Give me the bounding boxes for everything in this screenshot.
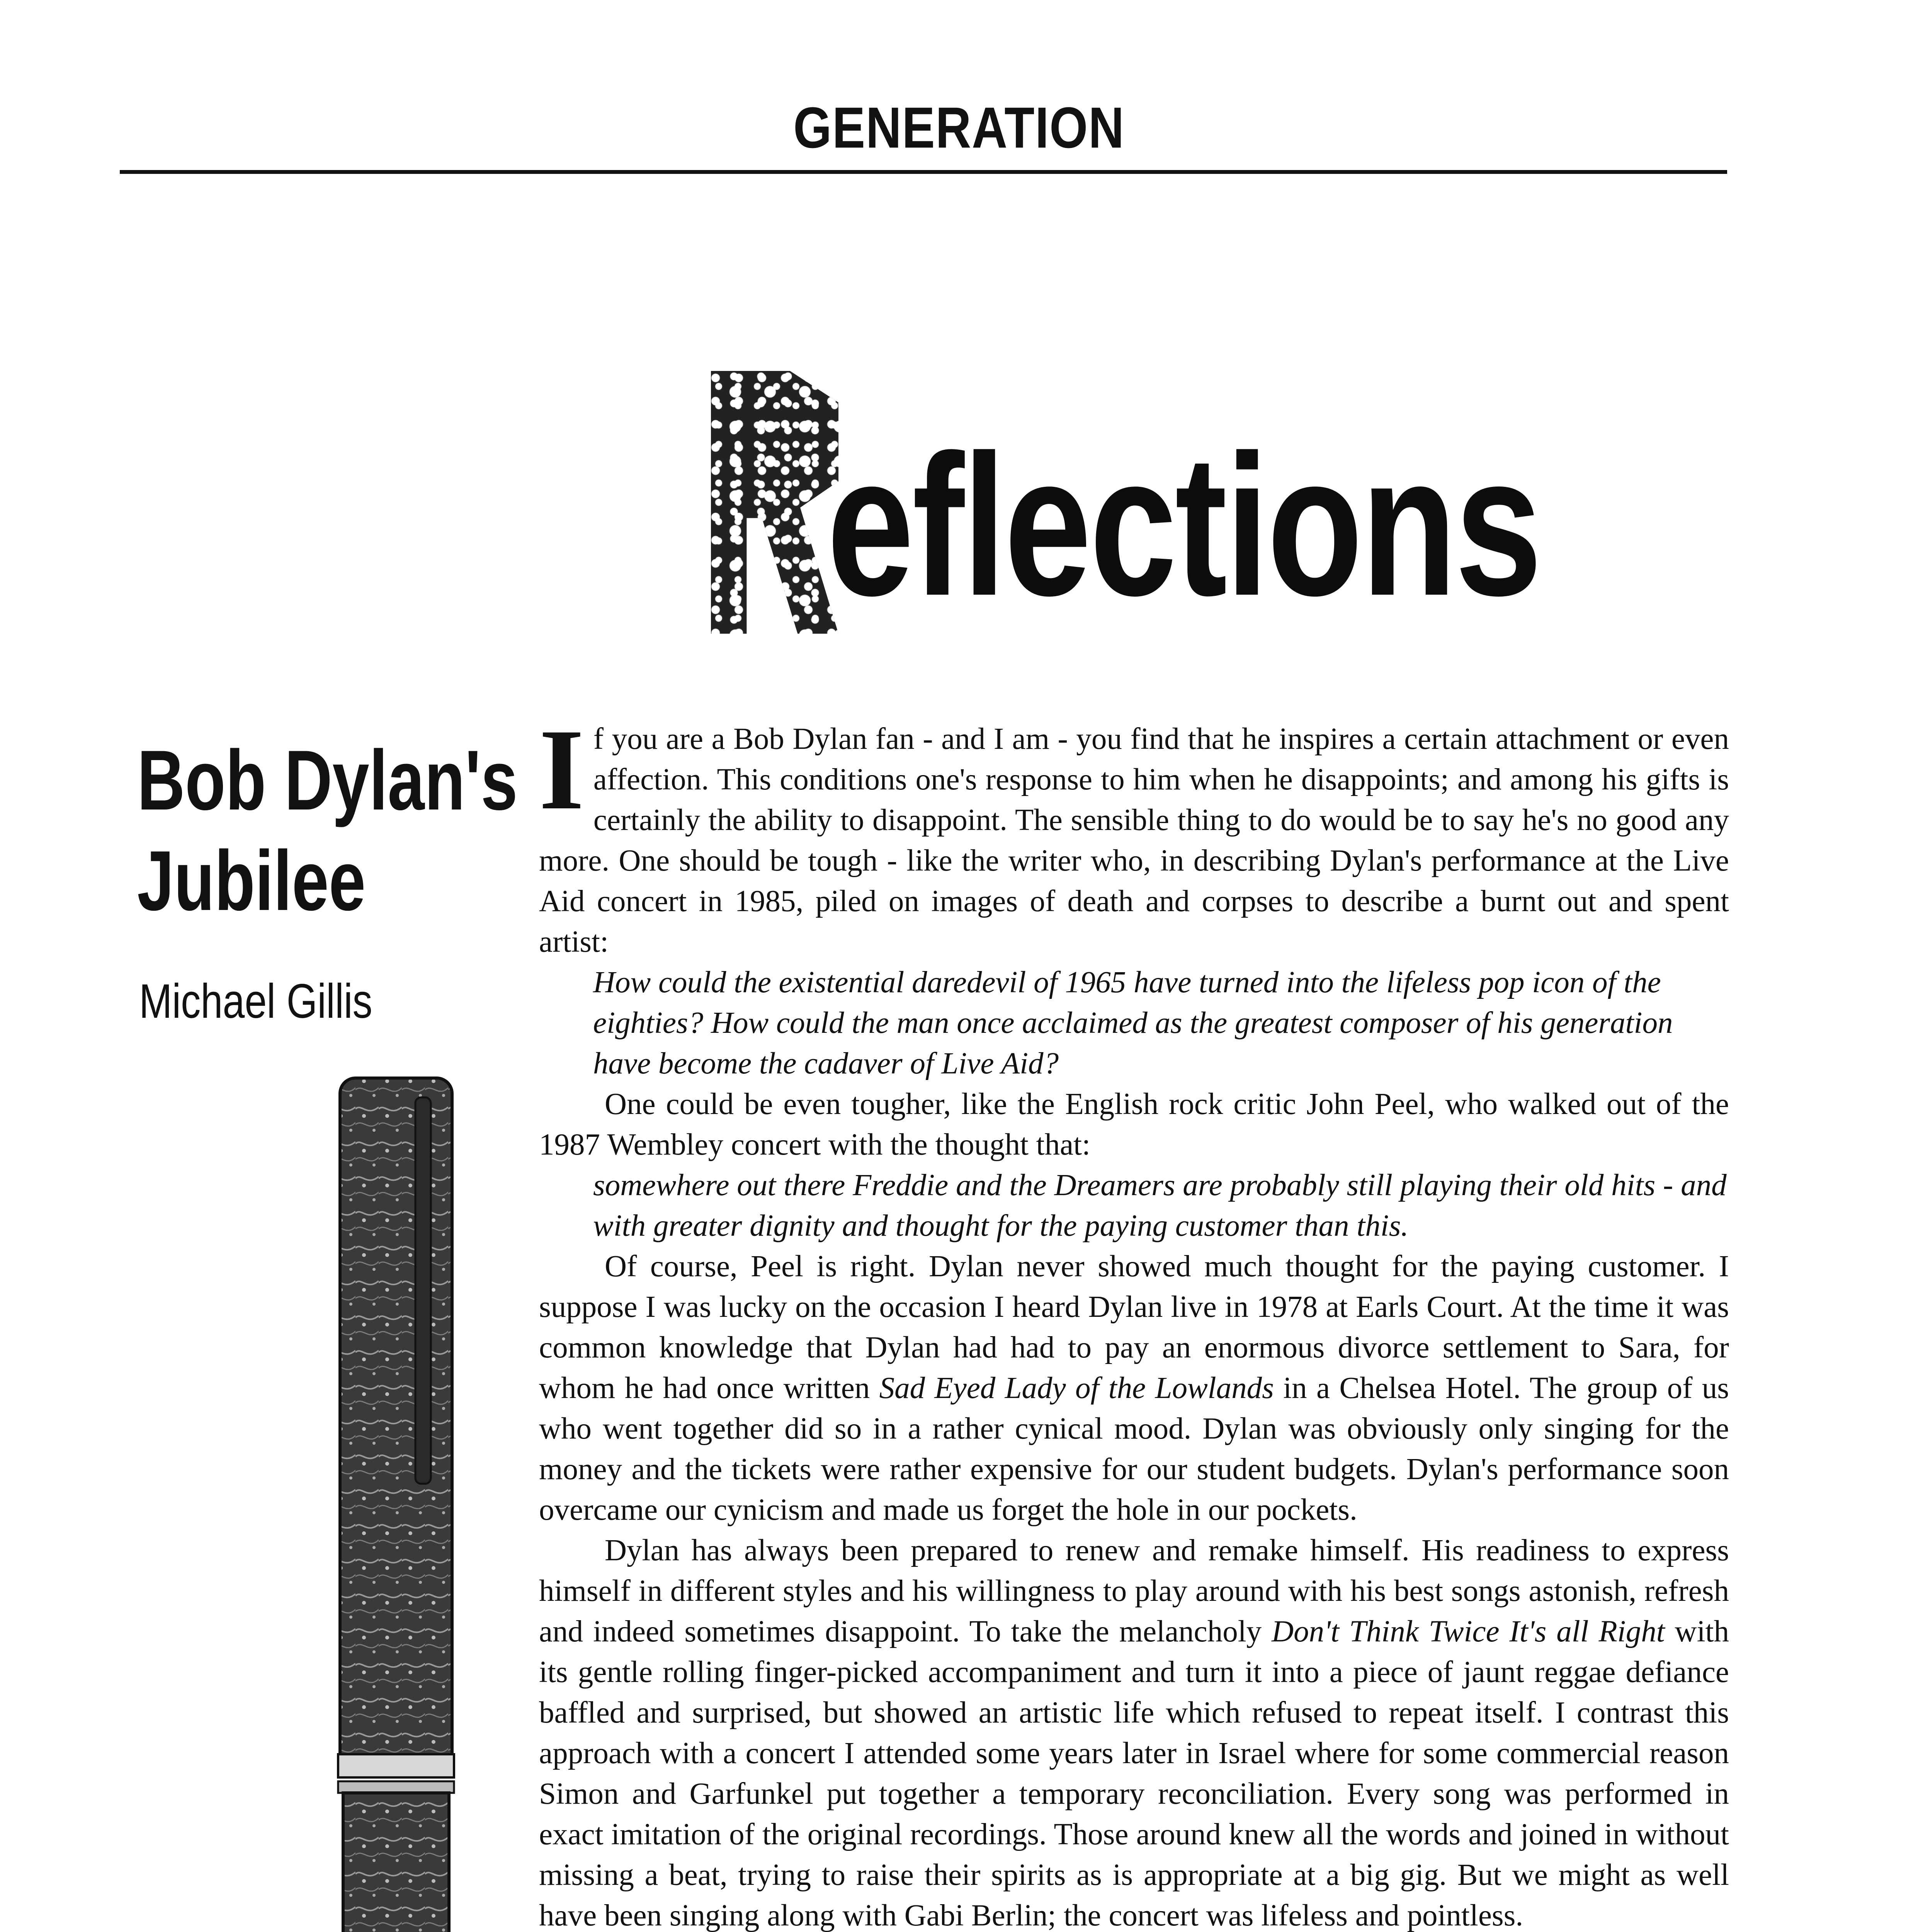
masthead-rule bbox=[120, 170, 1727, 174]
fountain-pen-illustration bbox=[332, 1066, 460, 1932]
page-title-text: eflections bbox=[827, 413, 1541, 638]
headline-line-2: Jubilee bbox=[137, 833, 366, 928]
fountain-pen-icon bbox=[332, 1066, 460, 1932]
article-author: Michael Gillis bbox=[139, 975, 372, 1028]
paragraph-4 bbox=[539, 1530, 1729, 1932]
paragraph-3 bbox=[539, 1246, 1729, 1530]
song-title: Don't Think Twice It's all Right bbox=[1272, 1615, 1665, 1648]
song-title: Sad Eyed Lady of the Lowlands bbox=[879, 1371, 1274, 1405]
page-title bbox=[711, 371, 1541, 638]
drop-cap: I bbox=[539, 705, 584, 833]
paragraph-2: One could be even tougher, like the English rock critic John Peel, who walked out of the 1987 Wembley concert with the thought that: bbox=[539, 1087, 1729, 1162]
article-body bbox=[539, 705, 1729, 1932]
block-quote-1: How could the existential daredevil of 1965 have turned into the lifeless pop icon of the eighties? How could the man once acclaimed as the greatest composer of his generation have become the cadaver of Live Aid? bbox=[593, 966, 1673, 1080]
article-headline bbox=[137, 730, 518, 931]
block-quote-2: somewhere out there Freddie and the Dreamers are probably still playing their old hits - and with greater dignity and thought for the paying customer than this. bbox=[593, 1168, 1727, 1243]
paragraph-4-text-a: Dylan has always been prepared to renew and remake himself. His readiness to express himself in different styles and his willingness to play around with his best songs astonish, refresh and indeed sometimes disappoint. To take the melancholy bbox=[539, 1534, 1729, 1648]
paragraph-4-text-b: with its gentle rolling finger-picked accompaniment and turn it into a piece of jaunt reggae defiance baffled and surprised, but showed an artistic life which refused to repeat itself. I contrast this approach with a concert I attended some years later in Israel where for some commercial reason Simon and Garfunkel put together a temporary reconciliation. Every song was performed in exact imitation of the original recordings. Those around knew all the words and joined in without missing a beat, trying to raise their spirits as is appropriate at a big gig. But we might as well have been singing along with Gabi Berlin; the concert was lifeless and pointless. bbox=[539, 1615, 1729, 1932]
headline-line-1: Bob Dylan's bbox=[137, 733, 518, 828]
section-masthead: GENERATION bbox=[793, 95, 1125, 160]
paragraph-3-text-b: in a Chelsea Hotel. The group of us who went together did so in a rather cynical mood. Dylan was obviously only singing for the money and the tickets were rather expensive for our student budgets. Dylan's performance soon overcame our cynicism and made us forget the hole in our pockets. bbox=[539, 1371, 1729, 1527]
paragraph-1-text: f you are a Bob Dylan fan - and I am - you find that he inspires a certain attachment or even affection. This conditions one's response to him when he disappoints; and among his gifts is certainly the ability to disappoint. The sensible thing to do would be to say he's no good any more. One should be tough - like the writer who, in describing Dylan's performance at the Live Aid concert in 1985, piled on images of death and corpses to describe a burnt out and spent artist: bbox=[539, 722, 1729, 959]
paragraph-3-text-a: Of course, Peel is right. Dylan never showed much thought for the paying customer. I suppose I was lucky on the occasion I heard Dylan live in 1978 at Earls Court. At the time it was common knowledge that Dylan had had to pay an enormous divorce settlement to Sara, for whom he had once written bbox=[539, 1250, 1729, 1405]
decorative-initial-r bbox=[711, 371, 838, 634]
paragraph-1 bbox=[539, 705, 1729, 962]
